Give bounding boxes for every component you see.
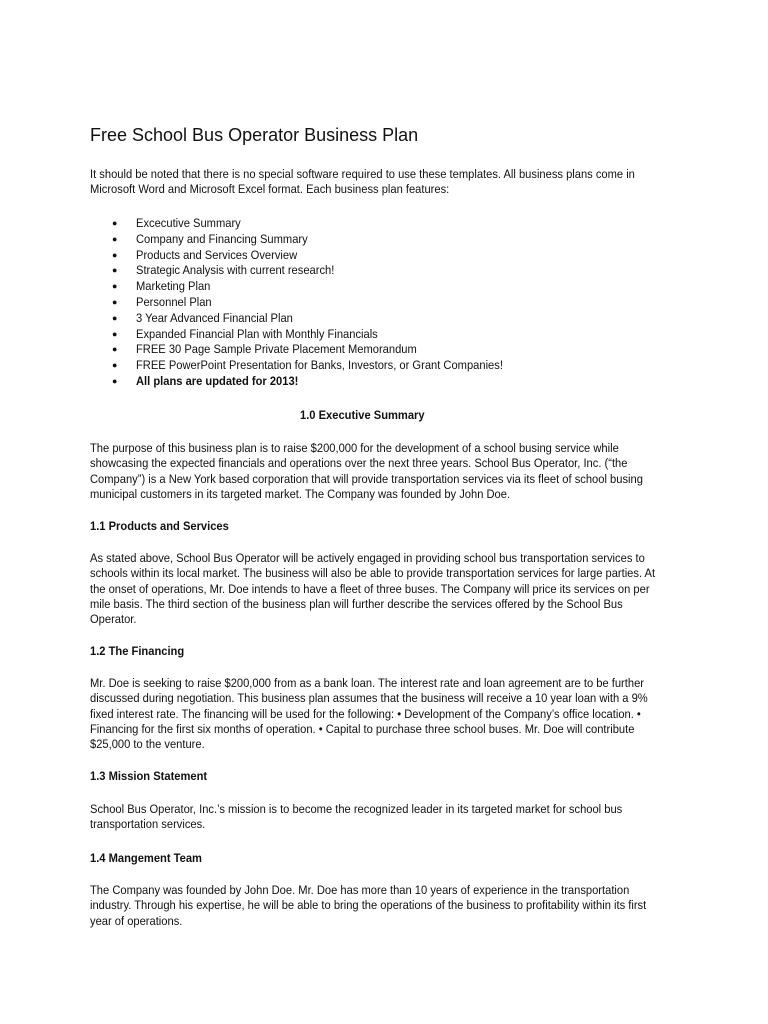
section-heading: 1.4 Mangement Team [90,851,202,865]
list-item: ● Marketing Plan [112,279,211,294]
bullet-icon: ● [112,296,118,307]
list-item: ● Products and Services Overview [112,247,298,262]
list-item: ● Company and Financing Summary [112,231,308,246]
list-item: ● Expanded Financial Plan with Monthly Financials [112,326,378,341]
section-heading: 1.2 The Financing [90,644,185,658]
section-paragraph: Mr. Doe is seeking to raise $200,000 from as a bank loan. The interest rate and loan agreement are to be further discussed during negotiation. This business plan assumes that the business will receive a 10 year loan with a 9% fixed interest rate. The financing will be used for the following: • Development of the Company’s office location. • Financing for the first six months of operation. • Capital to purchase three school buses. Mr. Doe will contribute $25,000 to the venture. [90,676,648,752]
bullet-icon: ● [112,281,118,292]
document-title: Free School Bus Operator Business Plan [90,125,419,145]
intro-paragraph: It should be noted that there is no special software required to use these templates. All business plans come in Microsoft Word and Microsoft Excel format. Each business plan features: [90,167,635,197]
list-item: ● All plans are updated for 2013! [112,373,299,388]
section-heading: 1.1 Products and Services [90,519,229,533]
bullet-icon: ● [112,375,118,386]
list-item: ● Strategic Analysis with current research! [112,263,335,278]
bullet-icon: ● [112,218,118,228]
section-paragraph: The purpose of this business plan is to raise $200,000 for the development of a school busing service while showcasing the expected financials and operations over the next three years. School Bus Operator, Inc. (“the Company”) is a New York based corporation that will provide transportation services via its fleet of school busing municipal customers in its targeted market. The Company was founded by John Doe. [90,441,643,501]
bullet-icon: ● [112,312,118,323]
list-item: ● FREE 30 Page Sample Private Placement Memorandum [112,342,417,357]
bullet-icon: ● [112,360,118,371]
list-item: ● 3 Year Advanced Financial Plan [112,310,293,325]
section-paragraph: School Bus Operator, Inc.’s mission is to become the recognized leader in its targeted market for school bus transportation services. [90,802,623,832]
list-item: ● Personnel Plan [112,294,212,309]
list-item: ● Excecutive Summary [112,216,241,230]
bullet-icon: ● [112,265,118,276]
section-heading: 1.3 Mission Statement [90,769,208,783]
section-paragraph: The Company was founded by John Doe. Mr. Doe has more than 10 years of experience in the transportation industry. Through his expertise, he will be able to bring the operations of the business to profitability within its first year of operations. [90,883,647,928]
section-heading: 1.0 Executive Summary [300,408,425,422]
features-list [90,216,544,390]
bullet-icon: ● [112,344,118,355]
bullet-icon: ● [112,233,118,244]
bullet-icon: ● [112,249,118,260]
bullet-icon: ● [112,328,118,339]
list-item: ● FREE PowerPoint Presentation for Banks, Investors, or Grant Companies! [112,358,503,373]
section-paragraph: As stated above, School Bus Operator will be actively engaged in providing school bus transportation services to schools within its local market. The business will also be able to provide transportation services for large parties. At the onset of operations, Mr. Doe intends to have a fleet of three buses. The Company will price its services on per mile basis. The third section of the business plan will further describe the services offered by the School Bus Operator. [90,551,656,627]
